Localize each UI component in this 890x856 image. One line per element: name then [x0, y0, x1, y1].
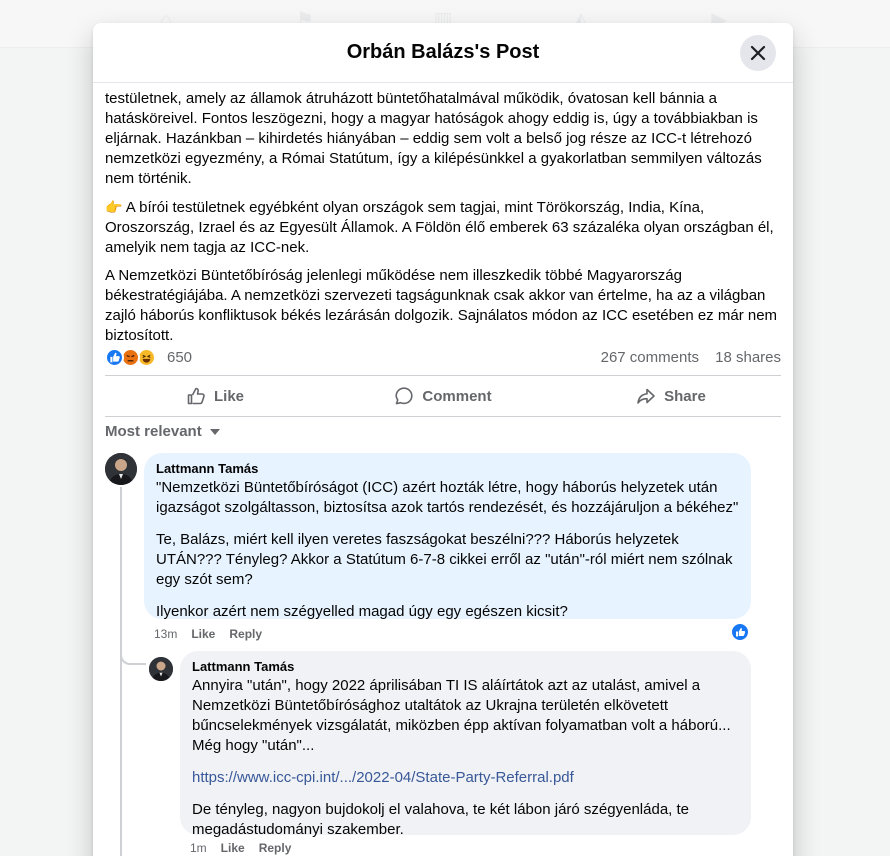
- comment-like-badge[interactable]: [731, 623, 749, 641]
- post-paragraph: [105, 197, 785, 258]
- pointing-hand-icon: 👉: [105, 199, 123, 215]
- comment-text: Te, Balázs, miért kell ilyen veretes faszságokat beszélni??? Háborús helyzetek UTÁN??? Tényleg? Akkor a Statútum 6-7-8 cikkei erről az "után"-ról miért nem szólnak egy szót sem?: [156, 531, 733, 588]
- modal-body: [93, 83, 793, 856]
- reactions-row: [105, 347, 781, 369]
- sort-label: Most relevant: [105, 423, 202, 440]
- like-button[interactable]: [105, 378, 325, 414]
- share-button-label: Share: [664, 387, 706, 405]
- comment-author[interactable]: Lattmann Tamás: [156, 461, 259, 476]
- shares-count[interactable]: 18 shares: [715, 349, 781, 366]
- post-action-bar: [105, 375, 781, 417]
- person-avatar-icon: [149, 657, 173, 681]
- reply-text: Annyira "után", hogy 2022 áprilisában TI IS aláírtátok azt az utalást, amivel a Nemzetközi Büntetőbírósághoz utaltátok az Ukrajna területén elkövetett bűncselekmények vizsgálatát, miközben épp aktívan folyamatban volt a háború... Még hogy "után"...: [192, 677, 731, 754]
- reply-time[interactable]: 1m: [190, 841, 207, 855]
- post-paragraph: A Nemzetközi Büntetőbíróság jelenlegi működése nem illeszkedik többé Magyarország békestratégiájába. A nemzetközi szervezeti tagságunknak csak akkor van értelme, ha az a világban zajló háborús konfliktusok békés lezárásán dolgozik. Sajnálatos módon az ICC esetében ez már nem biztosított.: [105, 267, 778, 344]
- modal-title: Orbán Balázs's Post: [346, 41, 540, 63]
- comment-text: "Nemzetközi Büntetőbíróságot (ICC) azért hozták létre, hogy háborús helyzetek után igazságot szolgáltasson, biztosítsa azok tartós rendezését, és hozzájáruljon a békéhez": [156, 479, 739, 516]
- person-avatar-icon: [105, 453, 137, 485]
- post-paragraph: testületnek, amely az államok átruházott büntetőhatalmával működik, óvatosan kell bánnia a hatásköreivel. Fontos leszögezni, hogy a magyar hatóságok ahogy eddig is, úgy a továbbiakban is eljárnak. Hazánkban – kihirdetés hiányában – eddig sem volt a belső jog része az ICC-t létrehozó nemzetközi egyezmény, a Római Statútum, így a kilépésünkkel a gyakorlatban semmilyen változás nem történik.: [105, 90, 762, 187]
- reply-avatar[interactable]: [149, 657, 173, 681]
- share-button[interactable]: [561, 378, 781, 414]
- comment-sort-dropdown[interactable]: [105, 423, 220, 443]
- close-icon: [750, 45, 766, 61]
- caret-down-icon: [210, 429, 220, 435]
- comment-button[interactable]: [333, 378, 553, 414]
- reply-connector: [120, 643, 146, 665]
- close-button[interactable]: [740, 35, 776, 71]
- reply-like-button[interactable]: Like: [220, 841, 245, 855]
- like-button-label: Like: [213, 387, 244, 405]
- comments-count[interactable]: 267 comments: [600, 349, 699, 366]
- comment-button-label: Comment: [422, 387, 492, 405]
- reply-link: [192, 768, 739, 788]
- post-text: [105, 89, 785, 354]
- thumbs-up-icon: [732, 624, 748, 640]
- like-reaction-icon[interactable]: [105, 348, 124, 367]
- thread-line: [120, 663, 122, 856]
- comment-text: Ilyenkor azért nem szégyelled magad úgy egy egészen kicsit?: [156, 603, 568, 620]
- comment-bubble: [144, 453, 751, 619]
- modal-header: [93, 23, 793, 83]
- post-paragraph-text: A bírói testületnek egyébként olyan országok sem tagjai, mint Törökország, India, Kína, Oroszország, Izrael és az Egyesült Államok. A Földön élő emberek 63 százaléka olyan országban él, amelyik nem tagja az ICC-nek.: [105, 199, 774, 256]
- reply-text: De tényleg, nagyon bujdokolj el valahova, te két lábon járó szégyenláda, te megadástudományi szakember.: [192, 801, 689, 838]
- post-modal: [93, 23, 793, 856]
- reply-author[interactable]: Lattmann Tamás: [192, 659, 295, 674]
- thumbs-up-icon: [186, 386, 206, 406]
- reply-bubble: [180, 651, 751, 838]
- share-arrow-icon: [636, 386, 656, 406]
- reaction-count[interactable]: 650: [167, 349, 193, 366]
- reply-reply-button[interactable]: Reply: [258, 841, 292, 855]
- comment-time[interactable]: 13m: [154, 627, 178, 641]
- avatar[interactable]: [105, 453, 137, 485]
- comment-like-button[interactable]: Like: [191, 627, 216, 641]
- comment-bubble-icon: [394, 386, 414, 406]
- reply-meta: [190, 841, 305, 856]
- comment-reply-button[interactable]: Reply: [229, 627, 263, 641]
- comment-meta: [154, 627, 276, 643]
- referral-pdf-link[interactable]: https://www.icc-cpi.int/.../2022-04/State-Party-Referral.pdf: [192, 769, 574, 786]
